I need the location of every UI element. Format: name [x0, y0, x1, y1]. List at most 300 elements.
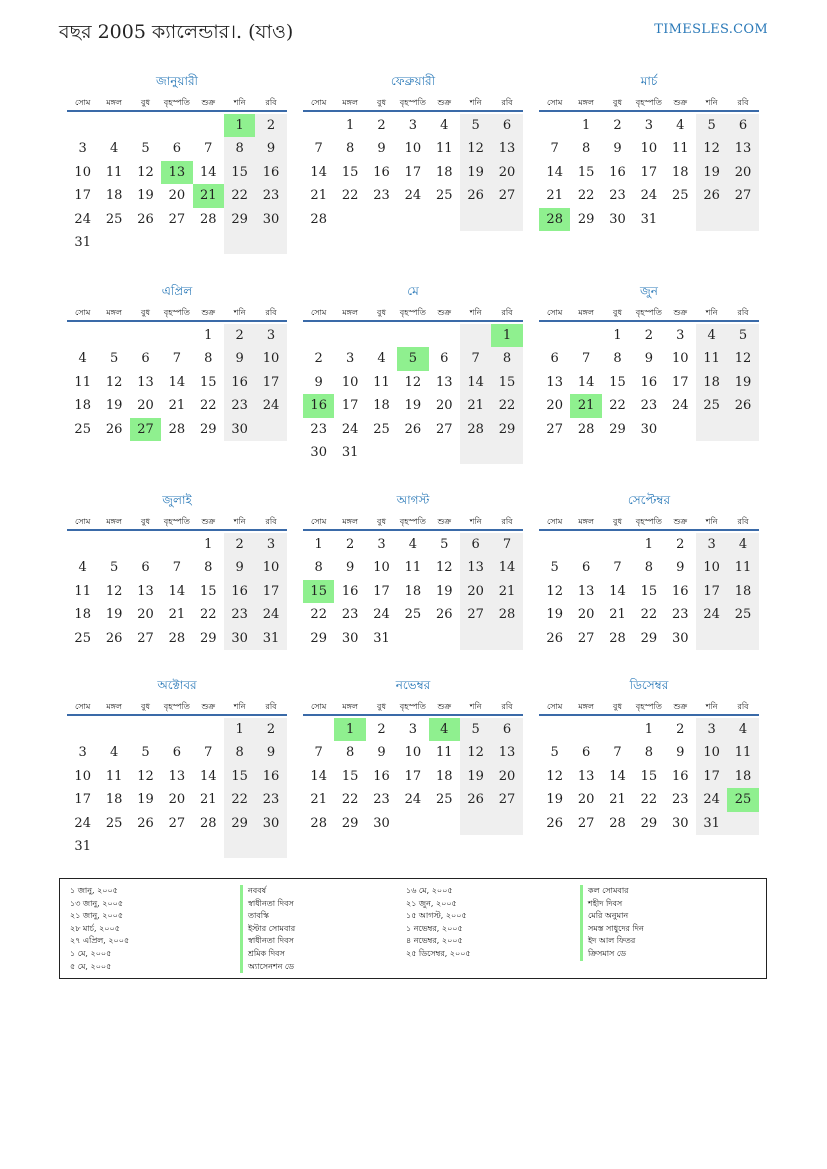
- day-cell: 28: [577, 421, 595, 437]
- day-cell: 2: [224, 533, 255, 556]
- day-cell: 18: [74, 607, 91, 623]
- day-cell: 7: [550, 141, 559, 157]
- month-name: জুন: [640, 284, 658, 298]
- weekday-label: বুধ: [377, 308, 386, 317]
- day-cell: 12: [105, 374, 123, 390]
- day-cell: 16: [224, 371, 255, 394]
- weekday-label: মঙ্গল: [578, 702, 594, 711]
- day-cell: 12: [105, 583, 123, 599]
- blank-cell: [130, 114, 161, 137]
- day-cell: 6: [460, 533, 491, 556]
- blank-cell: [570, 324, 601, 347]
- day-cell: 23: [255, 788, 286, 811]
- blank-cell: [130, 324, 161, 347]
- blank-cell: [193, 835, 224, 858]
- weekday-label: শনি: [469, 702, 482, 711]
- day-cell: 9: [676, 560, 685, 576]
- weekday-label: রবি: [501, 98, 513, 107]
- legend-entry: ২৫ ডিসেম্বর, ২০০৫: [406, 948, 471, 958]
- day-grid: [539, 114, 759, 231]
- day-cell: 4: [696, 324, 727, 347]
- weekday-label: মঙ্গল: [578, 517, 594, 526]
- day-cell: 19: [460, 765, 491, 788]
- day-cell: 26: [435, 607, 453, 623]
- day-cell: 24: [696, 788, 727, 811]
- blank-cell: [460, 441, 491, 464]
- weekday-label: বৃহস্পতি: [399, 517, 426, 526]
- day-cell: 6: [550, 351, 559, 367]
- day-cell: 7: [613, 745, 622, 761]
- day-cell: 28: [460, 418, 491, 441]
- day-cell: 10: [373, 560, 390, 576]
- day-cell: 11: [696, 347, 727, 370]
- day-cell: 11: [105, 164, 123, 180]
- weekday-label: সোম: [75, 308, 91, 317]
- day-cell: 20: [435, 398, 453, 414]
- day-cell: 16: [609, 164, 626, 180]
- day-cell: 1: [613, 328, 622, 343]
- day-cell: 14: [310, 768, 327, 784]
- day-cell: 20: [577, 792, 595, 808]
- day-cell: 1: [345, 118, 355, 133]
- day-cell: 23: [224, 394, 255, 417]
- day-cell: 4: [727, 718, 758, 741]
- day-cell: 21: [609, 607, 626, 623]
- day-cell: 11: [373, 374, 390, 390]
- day-cell: 17: [696, 580, 727, 603]
- day-cell: 14: [609, 768, 626, 784]
- weekday-label: মঙ্গল: [342, 98, 358, 107]
- blank-cell: [98, 231, 129, 254]
- blank-cell: [98, 114, 129, 137]
- blank-cell: [67, 533, 98, 556]
- weekday-label: বুধ: [377, 517, 386, 526]
- day-cell: 31: [74, 838, 91, 854]
- day-cell: 17: [255, 371, 286, 394]
- blank-cell: [727, 812, 758, 835]
- blank-cell: [539, 718, 570, 741]
- day-cell: 25: [105, 211, 123, 227]
- blank-cell: [334, 208, 365, 231]
- blank-cell: [665, 418, 696, 441]
- weekday-label: শনি: [469, 308, 482, 317]
- weekday-label: বুধ: [377, 98, 386, 107]
- day-cell: 21: [199, 792, 217, 808]
- weekday-header: [303, 700, 523, 716]
- weekday-label: বৃহস্পতি: [399, 702, 426, 711]
- blank-cell: [224, 835, 255, 858]
- day-cell: 1: [491, 324, 522, 347]
- day-cell: 19: [696, 161, 727, 184]
- month-12: [539, 676, 759, 835]
- day-cell: 13: [137, 583, 154, 599]
- day-cell: 16: [224, 580, 255, 603]
- weekday-label: রবি: [265, 702, 277, 711]
- blank-cell: [67, 114, 98, 137]
- legend-entry: ১ জানু, ২০০৫: [70, 886, 118, 895]
- day-cell: 7: [204, 141, 213, 157]
- day-cell: 1: [314, 537, 323, 552]
- weekday-header: [303, 515, 523, 531]
- day-cell: 19: [404, 398, 422, 414]
- month-4: [67, 282, 287, 441]
- day-cell: 30: [640, 421, 658, 437]
- weekday-label: বুধ: [377, 702, 386, 711]
- blank-cell: [397, 324, 428, 347]
- weekday-label: বুধ: [613, 517, 622, 526]
- blank-cell: [334, 324, 365, 347]
- blank-cell: [161, 835, 192, 858]
- day-cell: 20: [491, 161, 522, 184]
- day-cell: 4: [78, 560, 87, 576]
- day-cell: 30: [224, 627, 255, 650]
- day-cell: 15: [199, 583, 217, 599]
- day-cell: 16: [671, 583, 689, 599]
- day-cell: 15: [609, 374, 626, 390]
- weekday-label: রবি: [501, 517, 513, 526]
- weekday-label: বুধ: [613, 308, 622, 317]
- blank-cell: [539, 533, 570, 556]
- day-cell: 14: [310, 164, 327, 180]
- day-cell: 25: [727, 603, 758, 626]
- month-name: মে: [407, 284, 419, 298]
- day-cell: 30: [255, 208, 286, 231]
- day-cell: 14: [168, 374, 186, 390]
- day-cell: 11: [671, 141, 689, 157]
- day-cell: 2: [644, 328, 653, 343]
- blank-cell: [161, 533, 192, 556]
- day-cell: 9: [345, 560, 355, 576]
- day-cell: 21: [168, 607, 186, 623]
- day-cell: 6: [491, 718, 522, 741]
- day-cell: 29: [609, 421, 626, 437]
- day-cell: 21: [570, 394, 601, 417]
- day-cell: 31: [341, 444, 359, 460]
- blank-cell: [98, 718, 129, 741]
- day-cell: 26: [137, 211, 154, 227]
- day-cell: 20: [168, 188, 186, 204]
- month-11: [303, 676, 523, 835]
- legend-dates-1: [70, 885, 129, 973]
- day-cell: 5: [109, 351, 119, 367]
- day-cell: 26: [727, 394, 758, 417]
- day-cell: 6: [141, 351, 150, 367]
- weekday-label: বৃহস্পতি: [399, 98, 426, 107]
- weekday-label: বুধ: [141, 517, 150, 526]
- day-cell: 31: [696, 812, 727, 835]
- blank-cell: [161, 114, 192, 137]
- legend-entry: স্বাধীনতা দিবস: [248, 936, 294, 946]
- day-cell: 10: [74, 164, 91, 180]
- blank-cell: [193, 718, 224, 741]
- weekday-label: শনি: [705, 517, 718, 526]
- day-cell: 13: [491, 137, 522, 160]
- weekday-label: বৃহস্পতি: [163, 702, 190, 711]
- weekday-label: বুধ: [613, 98, 622, 107]
- legend-entry: ২৮ মার্চ, ২০০৫: [70, 923, 120, 933]
- day-cell: 10: [404, 141, 422, 157]
- weekday-label: সোম: [311, 308, 327, 317]
- day-cell: 5: [696, 114, 727, 137]
- blank-cell: [460, 208, 491, 231]
- day-cell: 20: [546, 398, 563, 414]
- weekday-label: শনি: [233, 98, 246, 107]
- weekday-label: শুক্র: [673, 308, 688, 317]
- day-cell: 13: [577, 768, 595, 784]
- day-cell: 21: [460, 394, 491, 417]
- day-cell: 9: [377, 745, 386, 761]
- day-cell: 10: [404, 745, 422, 761]
- day-cell: 25: [435, 792, 453, 808]
- day-cell: 17: [671, 374, 689, 390]
- day-cell: 30: [255, 812, 286, 835]
- day-cell: 1: [644, 537, 653, 552]
- weekday-label: শুক্র: [201, 98, 216, 107]
- weekday-label: শনি: [233, 517, 246, 526]
- day-cell: 18: [671, 164, 689, 180]
- legend-names-2: [580, 885, 644, 961]
- day-cell: 12: [696, 137, 727, 160]
- blank-cell: [602, 533, 633, 556]
- day-cell: 3: [255, 533, 286, 556]
- legend-entry: ১ মে, ২০০৫: [70, 948, 112, 958]
- day-grid: [67, 114, 287, 254]
- day-cell: 26: [546, 815, 563, 831]
- weekday-header: [539, 96, 759, 112]
- day-cell: 17: [404, 164, 422, 180]
- day-cell: 19: [460, 161, 491, 184]
- legend-entry: ২১ জুন, ২০০৫: [406, 898, 457, 908]
- day-cell: 9: [224, 556, 255, 579]
- day-cell: 30: [341, 630, 359, 646]
- day-cell: 13: [161, 161, 192, 184]
- day-cell: 25: [74, 630, 91, 646]
- day-cell: 3: [377, 537, 386, 552]
- day-cell: 25: [696, 394, 727, 417]
- day-cell: 16: [255, 765, 286, 788]
- day-cell: 14: [460, 371, 491, 394]
- day-cell: 27: [546, 421, 563, 437]
- weekday-label: বৃহস্পতি: [163, 308, 190, 317]
- day-cell: 17: [74, 188, 91, 204]
- day-cell: 11: [74, 374, 91, 390]
- day-cell: 4: [78, 351, 87, 367]
- blank-cell: [460, 324, 491, 347]
- day-cell: 4: [429, 718, 460, 741]
- day-grid: [303, 718, 523, 835]
- blank-cell: [255, 418, 286, 441]
- day-cell: 4: [727, 533, 758, 556]
- legend-entry: শহীদ দিবস: [588, 898, 623, 908]
- day-cell: 25: [727, 788, 758, 811]
- blank-cell: [130, 533, 161, 556]
- legend-entry: ক্রিসমাস ডে: [588, 948, 626, 958]
- blank-cell: [727, 418, 758, 441]
- day-cell: 9: [255, 137, 286, 160]
- month-2: [303, 72, 523, 231]
- day-cell: 7: [204, 745, 213, 761]
- day-cell: 18: [696, 371, 727, 394]
- day-cell: 23: [373, 188, 390, 204]
- day-cell: 18: [373, 398, 390, 414]
- blank-cell: [460, 627, 491, 650]
- day-cell: 19: [546, 792, 563, 808]
- blank-cell: [130, 718, 161, 741]
- day-cell: 24: [74, 211, 91, 227]
- weekday-label: সোম: [75, 702, 91, 711]
- day-cell: 11: [435, 745, 453, 761]
- day-cell: 25: [105, 815, 123, 831]
- blank-cell: [397, 208, 428, 231]
- day-cell: 27: [460, 603, 491, 626]
- day-cell: 8: [491, 347, 522, 370]
- month-name: মার্চ: [640, 74, 658, 88]
- day-cell: 5: [141, 745, 150, 761]
- blank-cell: [161, 718, 192, 741]
- day-cell: 7: [613, 560, 622, 576]
- legend-entry: ইস্টার সোমবার: [248, 923, 296, 933]
- blank-cell: [696, 208, 727, 231]
- legend-entry: ইদ আল ফিতর: [588, 936, 636, 946]
- weekday-label: বৃহস্পতি: [399, 308, 426, 317]
- weekday-label: রবি: [265, 517, 277, 526]
- day-cell: 13: [491, 741, 522, 764]
- weekday-label: শুক্র: [673, 702, 688, 711]
- blank-cell: [303, 718, 334, 741]
- day-cell: 25: [74, 421, 91, 437]
- day-cell: 22: [199, 398, 217, 414]
- weekday-label: বৃহস্পতি: [163, 98, 190, 107]
- weekday-label: শুক্র: [437, 98, 452, 107]
- day-cell: 29: [577, 211, 595, 227]
- day-cell: 8: [345, 745, 355, 761]
- blank-cell: [130, 231, 161, 254]
- blank-cell: [98, 835, 129, 858]
- day-cell: 14: [199, 768, 217, 784]
- day-cell: 1: [644, 722, 653, 737]
- weekday-label: সোম: [311, 98, 327, 107]
- blank-cell: [366, 324, 397, 347]
- weekday-header: [303, 306, 523, 322]
- legend-entry: ১৩ জানু, ২০০৫: [70, 898, 124, 908]
- day-cell: 12: [435, 560, 453, 576]
- day-cell: 8: [204, 560, 213, 576]
- day-cell: 2: [676, 537, 685, 552]
- day-cell: 9: [377, 141, 386, 157]
- day-cell: 12: [727, 347, 758, 370]
- day-cell: 22: [341, 792, 359, 808]
- day-cell: 9: [224, 347, 255, 370]
- day-cell: 9: [676, 745, 685, 761]
- day-cell: 15: [577, 164, 595, 180]
- weekday-label: সোম: [75, 98, 91, 107]
- day-cell: 24: [404, 792, 422, 808]
- weekday-header: [303, 96, 523, 112]
- weekday-label: রবি: [265, 98, 277, 107]
- day-cell: 5: [397, 347, 428, 370]
- day-cell: 8: [644, 745, 653, 761]
- day-cell: 6: [172, 141, 181, 157]
- day-cell: 17: [373, 583, 390, 599]
- day-cell: 29: [199, 421, 217, 437]
- day-cell: 26: [460, 788, 491, 811]
- weekday-label: শুক্র: [437, 308, 452, 317]
- day-cell: 2: [676, 722, 685, 737]
- day-cell: 24: [255, 603, 286, 626]
- blank-cell: [491, 441, 522, 464]
- day-cell: 16: [341, 583, 359, 599]
- day-cell: 18: [74, 398, 91, 414]
- day-cell: 2: [377, 118, 386, 133]
- weekday-label: শনি: [705, 98, 718, 107]
- day-cell: 7: [460, 347, 491, 370]
- day-cell: 27: [577, 630, 595, 646]
- day-cell: 22: [640, 607, 658, 623]
- day-cell: 6: [581, 745, 591, 761]
- month-name: জুলাই: [162, 493, 192, 507]
- blank-cell: [303, 114, 334, 137]
- month-1: [67, 72, 287, 254]
- blank-cell: [727, 627, 758, 650]
- weekday-label: শনি: [233, 308, 246, 317]
- blank-cell: [429, 812, 460, 835]
- blank-cell: [696, 627, 727, 650]
- legend-entry: তাবস্কি: [248, 911, 269, 921]
- weekday-label: মঙ্গল: [342, 517, 358, 526]
- weekday-label: বুধ: [141, 702, 150, 711]
- day-cell: 2: [613, 118, 622, 133]
- blank-cell: [366, 441, 397, 464]
- blank-cell: [397, 441, 428, 464]
- day-cell: 19: [727, 371, 758, 394]
- day-cell: 5: [460, 114, 491, 137]
- day-cell: 15: [640, 768, 658, 784]
- day-cell: 30: [671, 630, 689, 646]
- day-cell: 28: [199, 211, 217, 227]
- day-cell: 19: [105, 607, 123, 623]
- day-cell: 20: [168, 792, 186, 808]
- day-cell: 6: [727, 114, 758, 137]
- day-cell: 24: [74, 815, 91, 831]
- day-cell: 13: [460, 556, 491, 579]
- day-cell: 22: [341, 188, 359, 204]
- day-cell: 16: [373, 768, 390, 784]
- weekday-label: সোম: [311, 517, 327, 526]
- weekday-label: শুক্র: [201, 702, 216, 711]
- day-cell: 3: [78, 745, 87, 761]
- day-cell: 10: [74, 768, 91, 784]
- blank-cell: [570, 718, 601, 741]
- day-cell: 5: [440, 537, 449, 552]
- day-cell: 3: [696, 718, 727, 741]
- day-cell: 7: [172, 351, 181, 367]
- day-cell: 8: [644, 560, 653, 576]
- brand-link[interactable]: TIMESLES.COM: [654, 22, 768, 37]
- month-name: ফেব্রুয়ারী: [390, 74, 436, 88]
- day-cell: 22: [609, 398, 626, 414]
- day-cell: 28: [199, 815, 217, 831]
- month-6: [539, 282, 759, 441]
- legend-entry: মেরি অনুমান: [588, 911, 629, 921]
- weekday-label: বৃহস্পতি: [635, 308, 662, 317]
- day-cell: 11: [727, 741, 758, 764]
- day-cell: 28: [310, 211, 327, 227]
- day-cell: 31: [74, 234, 91, 250]
- day-cell: 3: [255, 324, 286, 347]
- weekday-label: বৃহস্পতি: [635, 517, 662, 526]
- day-cell: 4: [377, 351, 386, 367]
- day-cell: 30: [310, 444, 327, 460]
